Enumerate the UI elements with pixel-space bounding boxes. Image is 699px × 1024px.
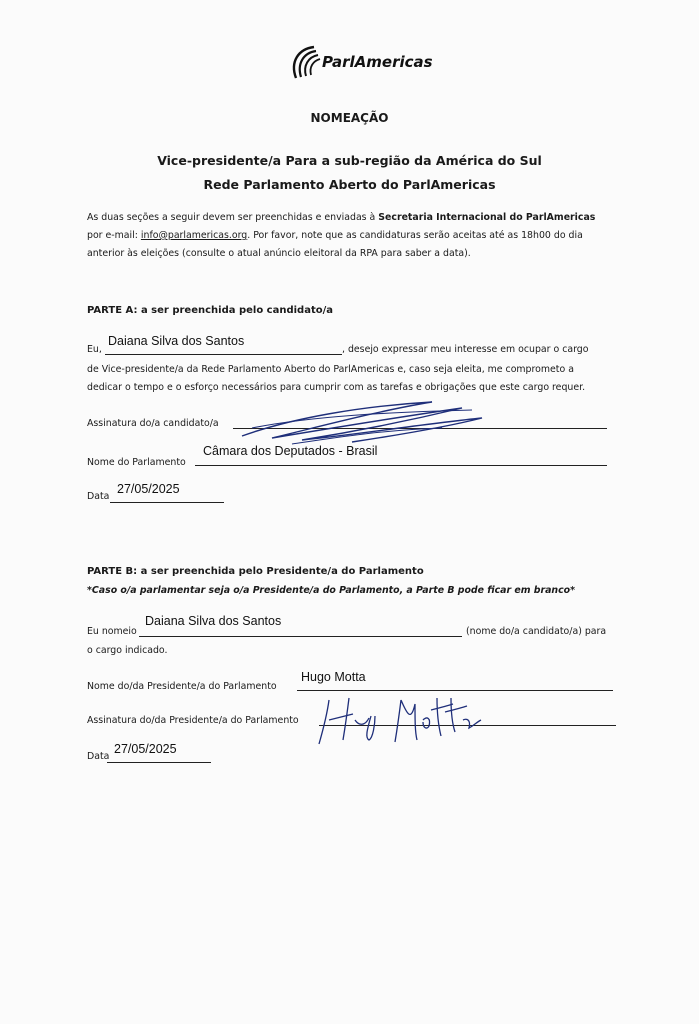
page-title: NOMEAÇÃO xyxy=(310,111,389,125)
president-signature-label: Assinatura do/da Presidente/a do Parlamento xyxy=(87,715,299,726)
parlamericas-logo xyxy=(288,44,438,84)
candidate-signature-label: Assinatura do/a candidato/a xyxy=(87,418,219,429)
date-a-line xyxy=(110,502,224,503)
nominee-suffix: (nome do/a candidato/a) para xyxy=(466,626,607,637)
email-link[interactable]: info@parlamericas.org xyxy=(140,230,248,241)
intro-paragraph xyxy=(87,209,595,263)
part-a-heading: PARTE A: a ser preenchida pelo candidato/a xyxy=(87,305,334,316)
president-signature[interactable] xyxy=(315,680,485,752)
candidate-name-line xyxy=(105,354,342,355)
nominee-name-line xyxy=(139,636,462,637)
date-b-label: Data xyxy=(87,751,110,762)
secretariat-name: Secretaria Internacional do ParlAmericas xyxy=(378,212,596,223)
intro-text: As duas seções a seguir devem ser preenchidas e enviadas à xyxy=(87,212,379,223)
parliament-name-label: Nome do Parlamento xyxy=(87,457,186,468)
date-a-value[interactable]: 27/05/2025 xyxy=(117,482,180,496)
part-b-line-2: o cargo indicado. xyxy=(87,645,168,656)
date-b-value[interactable]: 27/05/2025 xyxy=(114,742,177,756)
subtitle-line-2: Rede Parlamento Aberto do ParlAmericas xyxy=(203,177,496,192)
nomeio-label: Eu nomeio xyxy=(87,626,137,637)
part-a-line-1: , desejo expressar meu interesse em ocupar o cargo xyxy=(342,344,589,355)
part-a-line-3: dedicar o tempo e o esforço necessários para cumprir com as tarefas e obrigações que este cargo requer. xyxy=(87,382,586,393)
intro-line-2 xyxy=(87,227,595,245)
president-name-label: Nome do/da Presidente/a do Parlamento xyxy=(87,681,277,692)
parliament-name-value[interactable]: Câmara dos Deputados - Brasil xyxy=(203,444,378,458)
logo-text: ParlAmericas xyxy=(322,53,433,71)
candidate-name-value[interactable]: Daiana Silva dos Santos xyxy=(108,334,245,348)
eu-label: Eu, xyxy=(87,344,102,355)
logo-waves-icon xyxy=(288,44,324,84)
part-a-line-2: de Vice-presidente/a da Rede Parlamento Aberto do ParlAmericas e, caso seja eleita, me comprometo a xyxy=(87,364,574,375)
nominee-name-value[interactable]: Daiana Silva dos Santos xyxy=(145,614,282,628)
intro-text: . Por favor, note que as candidaturas serão aceitas até as 18h00 do dia xyxy=(247,230,583,241)
subtitle-line-1: Vice-presidente/a Para a sub-região da América do Sul xyxy=(157,153,542,168)
intro-line-1 xyxy=(87,209,595,227)
intro-text: por e-mail: xyxy=(87,230,141,241)
date-b-line xyxy=(107,762,211,763)
parliament-name-line xyxy=(195,465,607,466)
part-b-note: *Caso o/a parlamentar seja o/a Presidente/a do Parlamento, a Parte B pode ficar em branco* xyxy=(87,585,576,596)
part-b-heading: PARTE B: a ser preenchida pelo Presidente/a do Parlamento xyxy=(87,566,424,577)
date-a-label: Data xyxy=(87,491,110,502)
intro-line-3: anterior às eleições (consulte o atual anúncio eleitoral da RPA para saber a data). xyxy=(87,248,471,259)
president-name-value[interactable]: Hugo Motta xyxy=(301,670,366,684)
